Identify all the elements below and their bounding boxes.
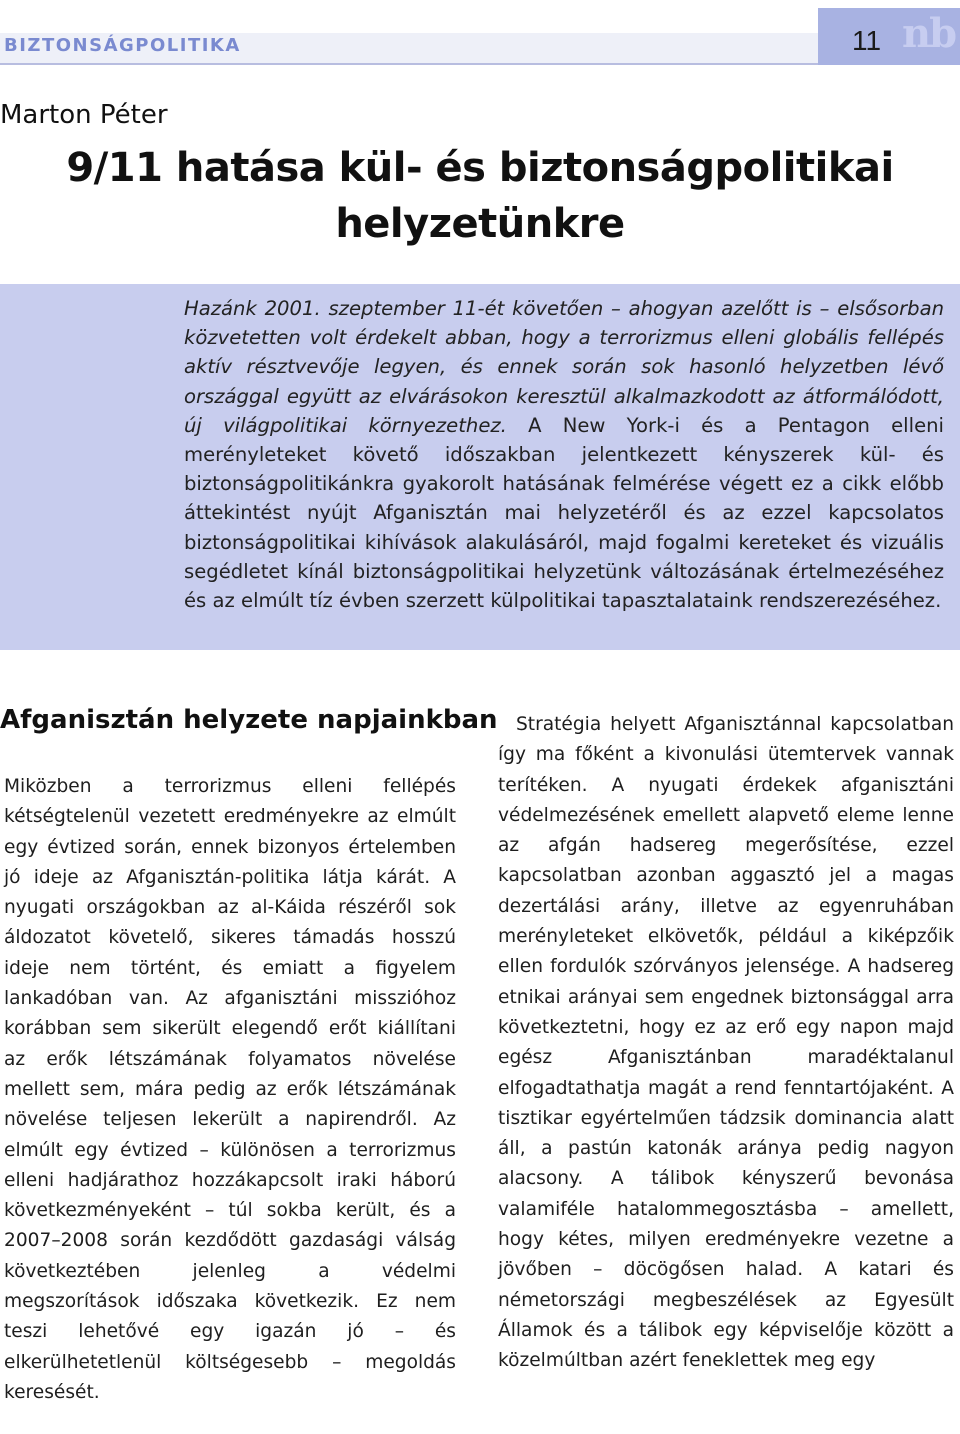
section-name: BIZTONSÁGPOLITIKA <box>4 35 241 56</box>
section-heading: Afganisztán helyzete napjainkban <box>0 705 498 735</box>
abstract-text <box>184 294 944 615</box>
author-name: Marton Péter <box>0 100 168 130</box>
journal-logo: nb <box>902 10 956 57</box>
page-number: 11 <box>852 25 882 56</box>
article-title: 9/11 hatása kül- és biztonságpolitikai helyzetünkre <box>66 145 894 247</box>
header-rule <box>0 63 960 65</box>
abstract-normal: A New York-i és a Pentagon elleni merényleteket követő időszakban jelentkezett kényszerek kül- és biztonságpolitikánkra gyakorolt hatásának felmérése végett ez a cikk előbb áttekintést nyújt Afganisztán mai helyzetéről és az ezzel kapcsolatos biztonságpolitikai kihívások alakulásáról, majd fogalmi kereteket és vizuális segédletet kínál biztonságpolitikai helyzetünk változásának értelmezéséhez és az elmúlt tíz évben szerzett külpolitikai tapasztalataink rendszerezéséhez. <box>184 413 944 613</box>
page-number-box <box>818 8 960 65</box>
abstract-box <box>0 284 960 650</box>
body-left-column: Miközben a terrorizmus elleni fellépés kétségtelenül vezetett eredményekre az elmúlt egy évtized során, ennek bizonyos értelemben jó ideje az Afganisztán-politika látja kárát. A nyugati országokban az al-Káida részéről sok áldozatot követelő, sikeres támadás hosszú ideje nem történt, és emiatt a figyelem lankadóban van. Az afganisztáni misszióhoz korábban sem sikerült elegendő erőt kiállítani az erők létszámának folyamatos növelése mellett sem, mára pedig az erők létszámának növelése teljesen lekerült a napirendről. Az elmúlt egy évtized – különösen a terrorizmus elleni hadjárathoz hozzákapcsolt iraki háború következményeként – túl sokba került, és a 2007–2008 során kezdődött gazdasági válság következtében jelenleg a védelmi megszorítások időszaka következik. Ez nem teszi lehetővé egy igazán jó – és elkerülhetetlenül költségesebb – megoldás keresését. <box>4 776 456 1403</box>
abstract-italic: Hazánk 2001. szeptember 11-ét követően – ahogyan azelőtt is – elsősorban közvetetten volt érdekelt abban, hogy a terrorizmus elleni globális fellépés aktív résztvevője legyen, és ennek során sok hasonló helyzetben lévő országgal együtt az elvárásokon keresztül alkalmazkodott az átformálódott, új világpolitikai környezethez. <box>184 297 944 437</box>
running-header <box>0 33 818 65</box>
body-right-column: Stratégia helyett Afganisztánnal kapcsolatban így ma főként a kivonulási ütemtervek vannak terítéken. A nyugati érdekek afganisztáni védelmezésének emellett alapvető eleme lenne az afgán hadsereg megerősítése, ezzel kapcsolatban azonban aggasztó jel a magas dezertálási arány, illetve az egyenruhában merényleteket elkövetők, például a kiképzőik ellen fordulók szórványos jelensége. A hadsereg etnikai arányai sem engednek biztonsággal arra következtetni, hogy ez az erő egy napon majd egész Afganisztánban maradéktalanul elfogadtathatja magát a rend fenntartójaként. A tisztikar egyértelműen tádzsik dominancia alatt áll, a pastún katonák aránya pedig nagyon alacsony. A tálibok kényszerű bevonása valamiféle hatalommegosztásba – amellett, hogy kétes, milyen eredményekre vezetne a jövőben – döcögősen halad. A katari és németországi megbeszélések az Egyesült Államok és a tálibok egy képviselője között a közelmúltban azért feneklettek meg egy <box>498 714 954 1372</box>
